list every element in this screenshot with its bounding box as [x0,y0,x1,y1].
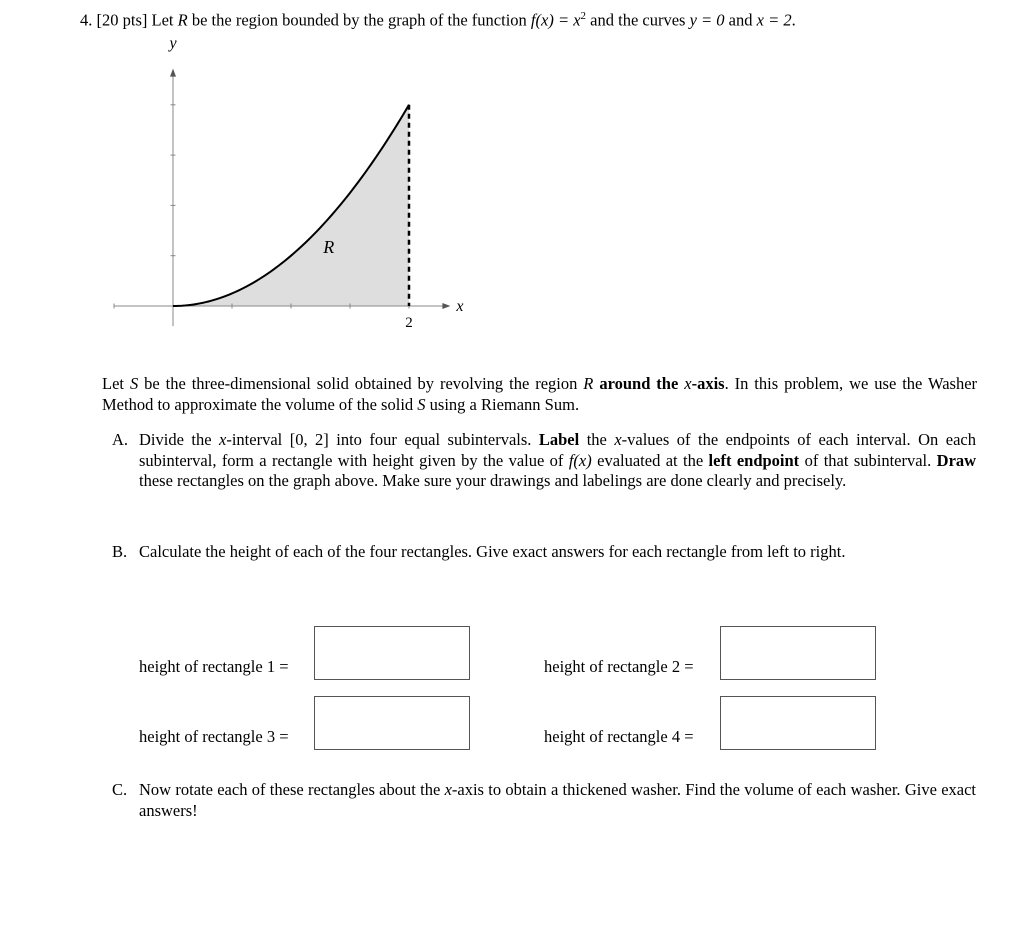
y-axis-arrow-icon [170,69,176,77]
answer-box-2[interactable] [720,626,876,680]
y-axis-label: y [169,35,177,52]
part-c [112,780,976,821]
part-a-text: Divide the x-interval [0, 2] into four equal subintervals. Label the x-values of the endpoints of each interval. On each subinterval, form a rectangle with height given by the value of f(x) evaluated at the left endpoint of that subinterval. Draw these rectangles on the graph above. Make sure your drawings and labelings are done clearly and precisely. [139,430,977,490]
answer-box-3[interactable] [314,696,470,750]
intro-paragraph: Let S be the three-dimensional solid obtained by revolving the region R around the x-axis. In this problem, we use the Washer Method to approximate the volume of the solid S using a Riemann Sum. [102,374,978,414]
part-b [112,542,976,563]
problem-points: [20 pts] [96,10,148,30]
x-axis-label: x [456,298,464,315]
answer-label-1: height of rectangle 1 = [139,657,289,676]
function-definition: f(x) = x [530,10,581,30]
region-label: R [323,237,335,258]
part-c-text: Now rotate each of these rectangles about the x-axis to obtain a thickened washer. Find the volume of each washer. Give exact answers! [139,780,976,820]
region-graph [105,32,475,337]
problem-number: 4. [80,10,93,30]
x-tick-label-2: 2 [405,315,413,331]
part-b-letter: B. [112,542,128,561]
answer-label-3: height of rectangle 3 = [139,727,289,746]
answer-box-4[interactable] [720,696,876,750]
part-c-letter: C. [112,780,128,799]
x-axis-arrow-icon [442,303,450,309]
problem-statement: 4. [20 pts] Let R be the region bounded by the graph of the function $f(x) = x^2$ and the curves y = 0 and x = 2. [80,10,796,30]
part-b-text: Calculate the height of each of the four rectangles. Give exact answers for each rectangle from left to right. [139,542,846,561]
answer-label-4: height of rectangle 4 = [544,727,694,746]
region-R-fill [173,105,409,306]
answer-label-2: height of rectangle 2 = [544,657,694,676]
answer-box-1[interactable] [314,626,470,680]
part-a-letter: A. [112,430,129,449]
part-a [112,430,976,492]
